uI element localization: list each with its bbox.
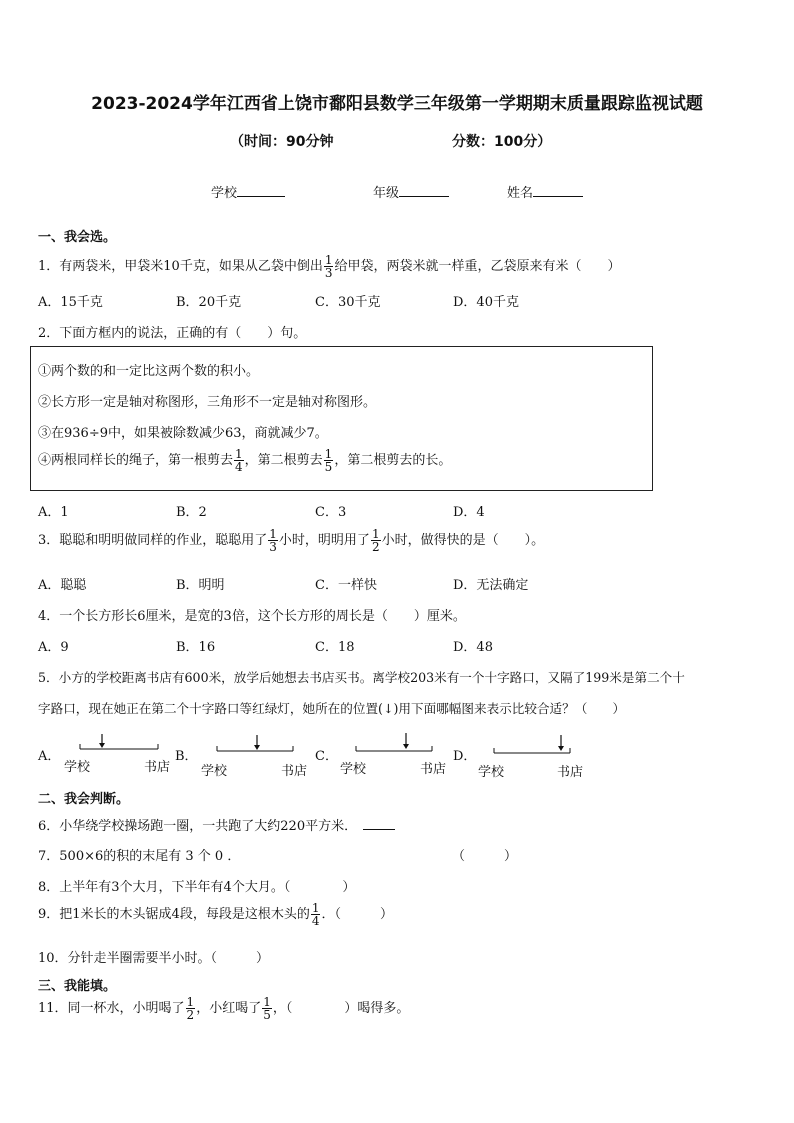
q5-diagram-b bbox=[201, 732, 311, 778]
fraction-denominator: 2 bbox=[371, 540, 380, 554]
store-label: 书店 bbox=[557, 765, 584, 780]
q4-option-b[interactable]: B．16 bbox=[176, 640, 216, 655]
page-title: 2023-2024学年江西省上饶市鄱阳县数学三年级第一学期期末质量跟踪监视试题 bbox=[91, 94, 703, 114]
school-label: 学校 bbox=[64, 760, 91, 775]
answer-blank[interactable] bbox=[363, 829, 395, 830]
fraction-numerator: 1 bbox=[235, 447, 243, 461]
q2-option-b[interactable]: B．2 bbox=[176, 505, 207, 520]
question-10: 10．分针走半圈需要半小时。（ ） bbox=[38, 951, 270, 966]
fraction-one-fifth bbox=[262, 996, 272, 1021]
q1-option-b[interactable]: B．20千克 bbox=[176, 295, 242, 310]
fraction-denominator: 3 bbox=[269, 540, 277, 554]
school-label: 学校 bbox=[201, 764, 228, 779]
score-label: 分数：100分） bbox=[452, 134, 552, 150]
school-label: 学校 bbox=[478, 765, 505, 780]
fraction-denominator: 4 bbox=[311, 914, 320, 928]
school-field bbox=[211, 182, 285, 201]
statement-1: ①两个数的和一定比这两个数的积小。 bbox=[38, 364, 260, 379]
fraction-numerator: 1 bbox=[186, 995, 195, 1009]
question-6-text: 6．小华绕学校操场跑一圈，一共跑了大约220平方米． bbox=[38, 819, 358, 834]
question-9-text-a: 9．把1米长的木头锯成4段，每段是这根木头的 bbox=[38, 907, 310, 922]
store-label: 书店 bbox=[144, 760, 171, 775]
statement-4 bbox=[38, 448, 451, 473]
question-6 bbox=[38, 815, 395, 834]
q5-option-d[interactable]: D． bbox=[453, 749, 477, 764]
question-2: 2．下面方框内的说法，正确的有（ ）句。 bbox=[38, 326, 307, 341]
section-heading-2: 二、我会判断。 bbox=[38, 792, 130, 807]
q4-option-d[interactable]: D．48 bbox=[453, 640, 493, 655]
question-5-line-1: 5．小方的学校距离书店有600米，放学后她想去书店买书。离学校203米有一个十字路口，又隔了199米是第二个十 bbox=[38, 670, 685, 685]
q3-option-d[interactable]: D．无法确定 bbox=[453, 578, 529, 593]
fraction-numerator: 1 bbox=[269, 527, 277, 541]
fraction-numerator: 1 bbox=[311, 901, 320, 915]
fraction-one-quarter bbox=[234, 448, 244, 473]
statement-2: ②长方形一定是轴对称图形，三角形不一定是轴对称图形。 bbox=[38, 395, 377, 410]
q1-option-d[interactable]: D．40千克 bbox=[453, 295, 519, 310]
q3-option-a[interactable]: A．聪聪 bbox=[38, 578, 87, 593]
fraction-one-third bbox=[324, 254, 334, 279]
fraction-one-quarter bbox=[311, 902, 321, 927]
question-7: 7．500×6的积的末尾有 3 个 0 ． bbox=[38, 849, 241, 864]
question-3-text-c: 小时，做得快的是（ ）。 bbox=[381, 533, 545, 548]
question-8: 8．上半年有3个大月，下半年有4个大月。（ ） bbox=[38, 880, 356, 895]
q3-option-b[interactable]: B．明明 bbox=[176, 578, 225, 593]
q2-option-c[interactable]: C．3 bbox=[315, 505, 347, 520]
name-field bbox=[507, 182, 583, 201]
fraction-one-half bbox=[371, 528, 381, 553]
store-label: 书店 bbox=[281, 764, 308, 779]
question-9-text-b: ．（ ） bbox=[321, 907, 393, 922]
fraction-denominator: 2 bbox=[186, 1008, 195, 1022]
question-11-text-a: 11．同一杯水，小明喝了 bbox=[38, 1001, 185, 1016]
school-field-blank[interactable] bbox=[237, 196, 285, 197]
q2-option-d[interactable]: D．4 bbox=[453, 505, 485, 520]
store-label: 书店 bbox=[420, 762, 447, 777]
section-heading-3: 三、我能填。 bbox=[38, 979, 117, 994]
question-3-text-a: 3．聪聪和明明做同样的作业，聪聪用了 bbox=[38, 533, 268, 548]
q4-option-c[interactable]: C．18 bbox=[315, 640, 355, 655]
question-3 bbox=[38, 528, 544, 553]
question-1 bbox=[38, 254, 620, 279]
statement-4-text-b: ，第二根剪去 bbox=[244, 453, 323, 468]
q3-option-c[interactable]: C．一样快 bbox=[315, 578, 377, 593]
q5-diagram-a bbox=[64, 732, 174, 778]
fraction-denominator: 4 bbox=[235, 460, 243, 474]
question-4: 4．一个长方形长6厘米，是宽的3倍，这个长方形的周长是（ ）厘米。 bbox=[38, 609, 466, 624]
school-field-label: 学校 bbox=[211, 186, 238, 201]
question-7-answer[interactable]: （ ） bbox=[452, 849, 518, 864]
statement-3: ③在936÷9中，如果被除数减少63，商就减少7。 bbox=[38, 426, 328, 441]
grade-field-blank[interactable] bbox=[399, 196, 449, 197]
q5-option-c[interactable]: C． bbox=[315, 749, 338, 764]
fraction-numerator: 1 bbox=[371, 527, 380, 541]
q5-diagram-c bbox=[340, 732, 450, 778]
question-5-line-2: 字路口，现在她正在第二个十字路口等红绿灯，她所在的位置(↓)用下面哪幅图来表示比较合适？（ ） bbox=[38, 701, 626, 716]
grade-field-label: 年级 bbox=[373, 186, 400, 201]
fraction-denominator: 5 bbox=[324, 460, 333, 474]
fraction-numerator: 1 bbox=[263, 995, 271, 1009]
q5-option-b[interactable]: B． bbox=[175, 749, 198, 764]
question-11-text-c: ，（ ）喝得多。 bbox=[272, 1001, 410, 1016]
question-9 bbox=[38, 902, 393, 927]
school-label: 学校 bbox=[340, 762, 367, 777]
statement-4-text-c: ，第二根剪去的长。 bbox=[334, 453, 452, 468]
name-field-label: 姓名 bbox=[507, 186, 534, 201]
question-11-text-b: ，小红喝了 bbox=[196, 1001, 262, 1016]
question-1-text-a: 1．有两袋米，甲袋米10千克，如果从乙袋中倒出 bbox=[38, 259, 323, 274]
q2-option-a[interactable]: A．1 bbox=[38, 505, 69, 520]
section-heading-1: 一、我会选。 bbox=[38, 230, 117, 245]
q5-option-a[interactable]: A． bbox=[38, 749, 61, 764]
fraction-one-half bbox=[186, 996, 196, 1021]
name-field-blank[interactable] bbox=[533, 196, 583, 197]
q1-option-c[interactable]: C．30千克 bbox=[315, 295, 381, 310]
fraction-numerator: 1 bbox=[324, 447, 333, 461]
q4-option-a[interactable]: A．9 bbox=[38, 640, 69, 655]
fraction-numerator: 1 bbox=[324, 253, 333, 267]
question-1-text-b: 给甲袋，两袋米就一样重，乙袋原来有米（ ） bbox=[334, 259, 621, 274]
fraction-one-fifth bbox=[324, 448, 334, 473]
fraction-one-third bbox=[268, 528, 278, 553]
question-11 bbox=[38, 996, 409, 1021]
fraction-denominator: 5 bbox=[263, 1008, 271, 1022]
q1-option-a[interactable]: A．15千克 bbox=[38, 295, 103, 310]
q5-diagram-d bbox=[478, 732, 588, 778]
question-3-text-b: 小时，明明用了 bbox=[278, 533, 370, 548]
fraction-denominator: 3 bbox=[324, 266, 333, 280]
time-label: （时间：90分钟 bbox=[230, 134, 334, 150]
grade-field bbox=[373, 182, 449, 201]
statement-4-text-a: ④两根同样长的绳子，第一根剪去 bbox=[38, 453, 234, 468]
